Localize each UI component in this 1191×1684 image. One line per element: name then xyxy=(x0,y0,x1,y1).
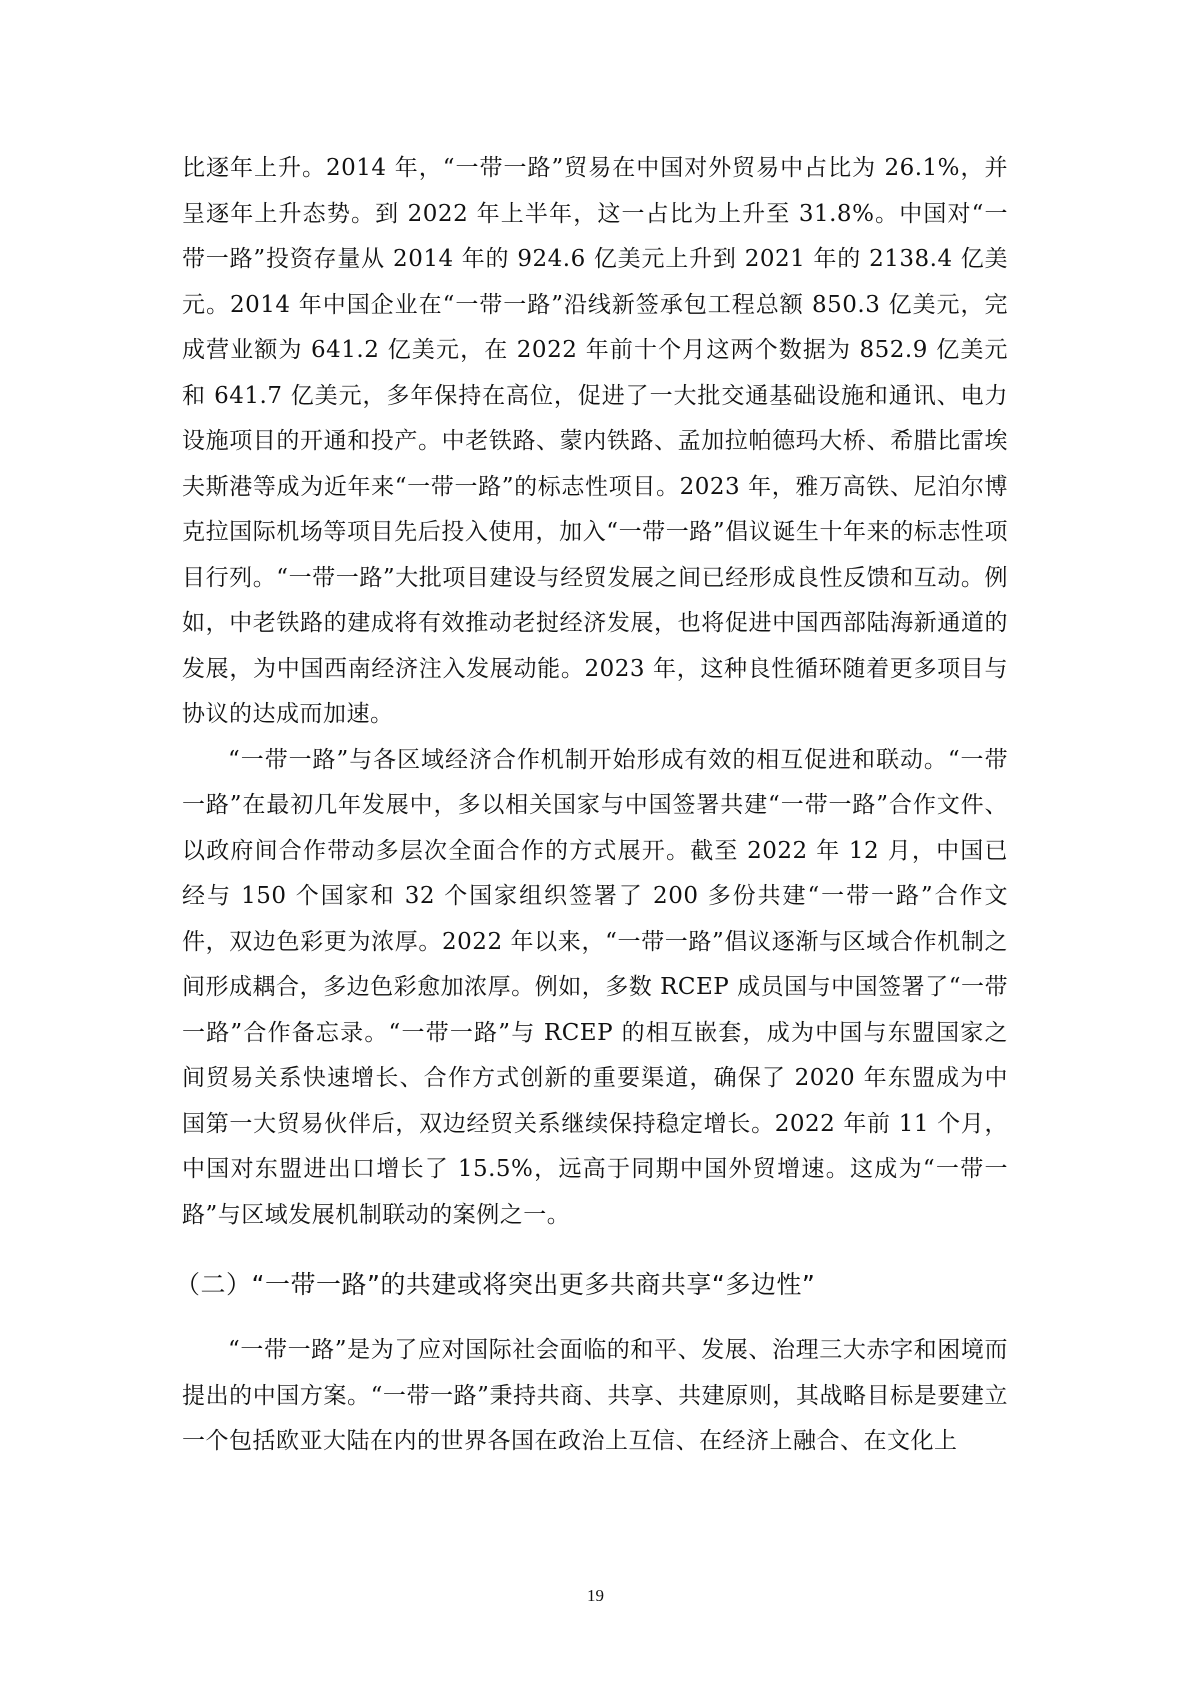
page-body xyxy=(175,146,1008,1465)
paragraph-trade-investment: 比逐年上升。2014 年，“一带一路”贸易在中国对外贸易中占比为 26.1%，并呈逐年上升态势。到 2022 年上半年，这一占比为上升至 31.8%。中国对“一带一路”投资存量从 2014 年的 924.6 亿美元上升到 2021 年的 2138.4 亿美元。2014 年中国企业在“一带一路”沿线新签承包工程总额 850.3 亿美元，完成营业额为 641.2 亿美元，在 2022 年前十个月这两个数据为 852.9 亿美元和 641.7 亿美元，多年保持在高位，促进了一大批交通基础设施和通讯、电力设施项目的开通和投产。中老铁路、蒙内铁路、孟加拉帕德玛大桥、希腊比雷埃夫斯港等成为近年来“一带一路”的标志性项目。2023 年，雅万高铁、尼泊尔博克拉国际机场等项目先后投入使用，加入“一带一路”倡议诞生十年来的标志性项目行列。“一带一路”大批项目建设与经贸发展之间已经形成良性反馈和互动。例如，中老铁路的建成将有效推动老挝经济发展，也将促进中国西部陆海新通道的发展，为中国西南经济注入发展动能。2023 年，这种良性循环随着更多项目与协议的达成而加速。 xyxy=(182,155,1008,727)
paragraph-regional-cooperation: “一带一路”与各区域经济合作机制开始形成有效的相互促进和联动。“一带一路”在最初几年发展中，多以相关国家与中国签署共建“一带一路”合作文件、以政府间合作带动多层次全面合作的方式展开。截至 2022 年 12 月，中国已经与 150 个国家和 32 个国家组织签署了 200 多份共建“一带一路”合作文件，双边色彩更为浓厚。2022 年以来，“一带一路”倡议逐渐与区域合作机制之间形成耦合，多边色彩愈加浓厚。例如，多数 RCEP 成员国与中国签署了“一带一路”合作备忘录。“一带一路”与 RCEP 的相互嵌套，成为中国与东盟国家之间贸易关系快速增长、合作方式创新的重要渠道，确保了 2020 年东盟成为中国第一大贸易伙伴后，双边经贸关系继续保持稳定增长。2022 年前 11 个月，中国对东盟进出口增长了 15.5%，远高于同期中国外贸增速。这成为“一带一路”与区域发展机制联动的案例之一。 xyxy=(182,746,1008,1228)
section-heading: （二）“一带一路”的共建或将突出更多共商共享“多边性” xyxy=(175,1270,816,1299)
paragraph-section-intro: “一带一路”是为了应对国际社会面临的和平、发展、治理三大赤字和困境而提出的中国方案。“一带一路”秉持共商、共享、共建原则，其战略目标是要建立一个包括欧亚大陆在内的世界各国在政治上互信、在经济上融合、在文化上 xyxy=(182,1337,1008,1454)
page-number: 19 xyxy=(587,1586,604,1605)
